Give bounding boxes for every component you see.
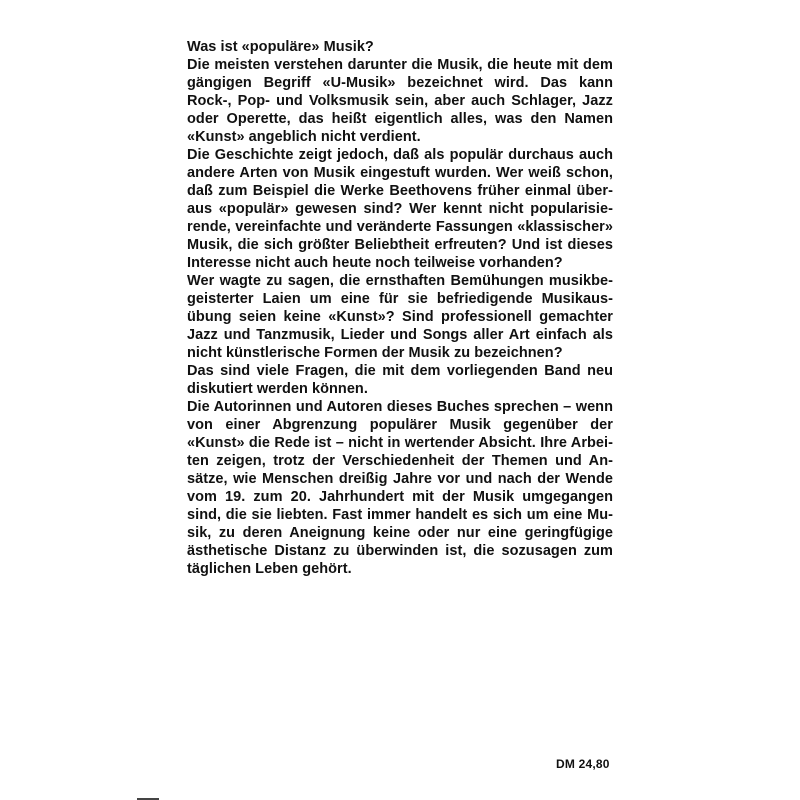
blurb-line: Die meisten verstehen darunter die Musik, die heute mit dem [187,57,613,73]
blurb-line: rende, vereinfachte und veränderte Fassungen «klassischer» [187,219,613,235]
blurb-line: Wer wagte zu sagen, die ernsthaften Bemühungen musikbe- [187,273,613,289]
blurb-line: übung seien keine «Kunst»? Sind professionell gemachter [187,309,613,325]
blurb-line: ten zeigen, trotz der Verschiedenheit der Themen und An- [187,453,613,469]
blurb-line: Musik, die sich größter Beliebtheit erfreuten? Und ist dieses [187,237,613,253]
blurb-line: Interesse nicht auch heute noch teilweise vorhanden? [187,255,563,271]
blurb-line: diskutiert werden können. [187,381,368,397]
blurb-text [187,38,613,578]
blurb-line: sätze, wie Menschen dreißig Jahre vor und nach der Wende [187,471,613,487]
blurb-line: geisterter Laien um eine für sie befriedigende Musikaus- [187,291,613,307]
blurb-line: sind, die sie liebten. Fast immer handelt es sich um eine Mu- [187,507,613,523]
blurb-line: daß zum Beispiel die Werke Beethovens früher einmal über- [187,183,613,199]
blurb-heading: Was ist «populäre» Musik? [187,39,374,55]
blurb-line: aus «populär» gewesen sind? Wer kennt nicht popularisie- [187,201,613,217]
blurb-line: «Kunst» angeblich nicht verdient. [187,129,421,145]
blurb-line: Das sind viele Fragen, die mit dem vorliegenden Band neu [187,363,613,379]
blurb-line: Rock-, Pop- und Volksmusik sein, aber auch Schlager, Jazz [187,93,613,109]
blurb-line: sik, zu deren Aneignung keine oder nur eine geringfügige [187,525,613,541]
blurb-line: von einer Abgrenzung populärer Musik gegenüber der [187,417,613,433]
blurb-line: Jazz und Tanzmusik, Lieder und Songs aller Art einfach als [187,327,613,343]
blurb-line: täglichen Leben gehört. [187,561,352,577]
blurb-line: Die Geschichte zeigt jedoch, daß als populär durchaus auch [187,147,613,163]
blurb-line: «Kunst» die Rede ist – nicht in wertender Absicht. Ihre Arbei- [187,435,613,451]
blurb-line: andere Arten von Musik eingestuft wurden. Wer weiß schon, [187,165,613,181]
blurb-line: ästhetische Distanz zu überwinden ist, die sozusagen zum [187,543,613,559]
blurb-line: nicht künstlerische Formen der Musik zu bezeichnen? [187,345,563,361]
price-label: DM 24,80 [556,757,610,771]
blurb-line: Die Autorinnen und Autoren dieses Buches sprechen – wenn [187,399,613,415]
blurb-line: oder Operette, das heißt eigentlich alles, was den Namen [187,111,613,127]
blurb-body [187,56,613,578]
blurb-line: gängigen Begriff «U-Musik» bezeichnet wird. Das kann [187,75,613,91]
blurb-line: vom 19. zum 20. Jahrhundert mit der Musik umgegangen [187,489,613,505]
